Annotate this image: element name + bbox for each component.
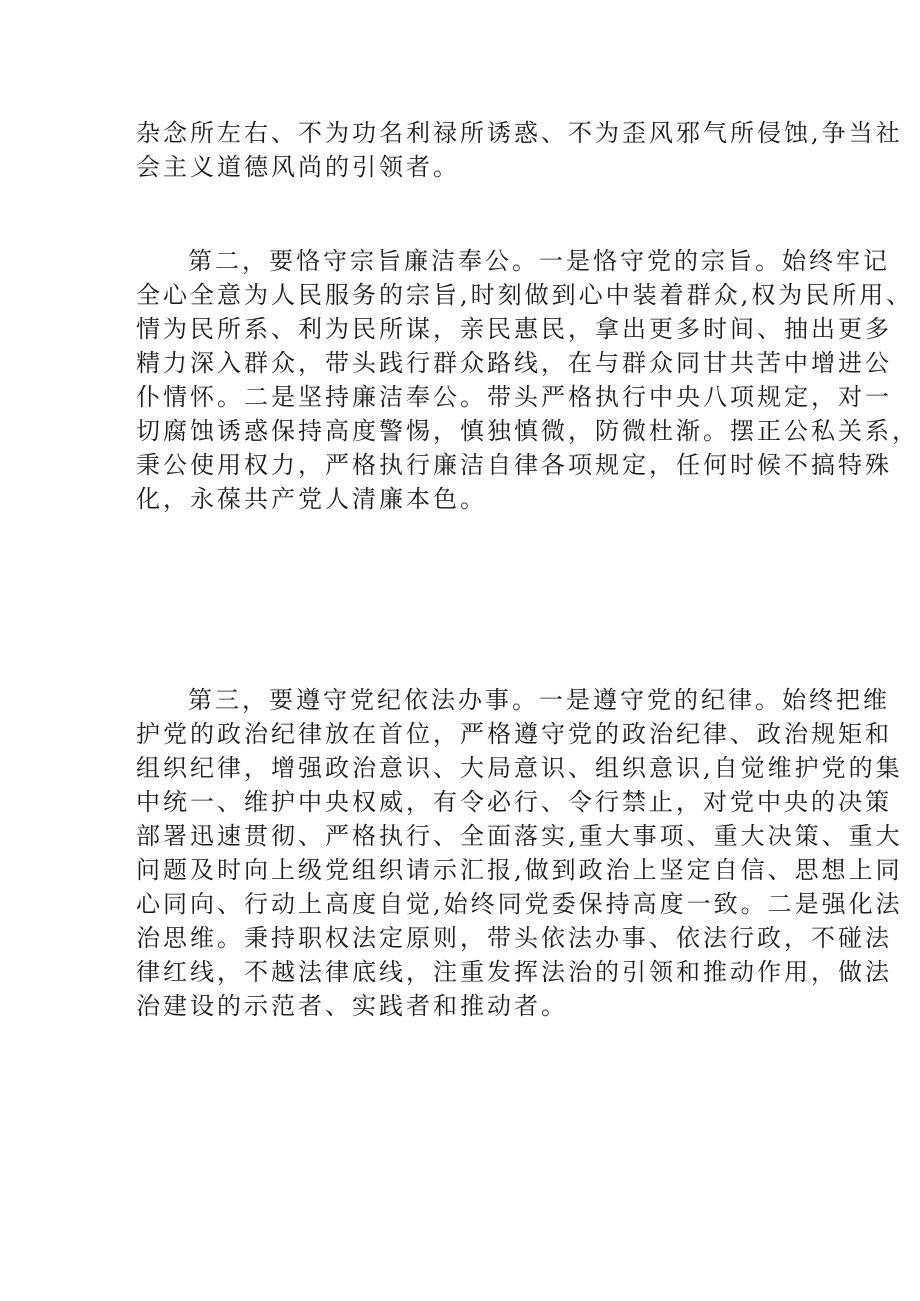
text-line: 组织纪律，增强政治意识、大局意识、组织意识,自觉维护党的集 <box>136 754 903 782</box>
text-line: 杂念所左右、不为功名利禄所诱惑、不为歪风邪气所侵蚀,争当社 <box>136 119 903 147</box>
text-line: 全心全意为人民服务的宗旨,时刻做到心中装着群众,权为民所用、 <box>136 281 914 309</box>
paragraph-third <box>136 683 903 1023</box>
text-line: 护党的政治纪律放在首位，严格遵守党的政治纪律、政治规矩和 <box>136 720 892 748</box>
paragraph-continuation <box>136 116 903 184</box>
text-line: 仆情怀。二是坚持廉洁奉公。带头严格执行中央八项规定，对一 <box>136 383 892 411</box>
text-line: 精力深入群众，带头践行群众路线，在与群众同甘共苦中增进公 <box>136 349 892 377</box>
text-line: 部署迅速贯彻、严格执行、全面落实,重大事项、重大决策、重大 <box>136 822 903 850</box>
text-line: 第二，要恪守宗旨廉洁奉公。一是恪守党的宗旨。始终牢记 <box>188 247 890 275</box>
text-line: 中统一、维护中央权威，有令必行、令行禁止，对党中央的决策 <box>136 788 892 816</box>
text-line: 问题及时向上级党组织请示汇报,做到政治上坚定自信、思想上同 <box>136 856 903 884</box>
text-line: 秉公使用权力，严格执行廉洁自律各项规定，任何时候不搞特殊 <box>136 451 892 479</box>
text-line: 化，永葆共产党人清廉本色。 <box>136 485 487 513</box>
text-line: 律红线，不越法律底线，注重发挥法治的引领和推动作用，做法 <box>136 958 892 986</box>
paragraph-second <box>136 244 919 516</box>
text-line: 治思维。秉持职权法定原则，带头依法办事、依法行政，不碰法 <box>136 924 892 952</box>
text-line: 会主义道德风尚的引领者。 <box>136 153 460 181</box>
text-line: 治建设的示范者、实践者和推动者。 <box>136 992 568 1020</box>
text-line: 情为民所系、利为民所谋，亲民惠民，拿出更多时间、抽出更多 <box>136 315 892 343</box>
text-line: 切腐蚀诱惑保持高度警惕，慎独慎微，防微杜渐。摆正公私关系， <box>136 417 919 445</box>
text-line: 第三，要遵守党纪依法办事。一是遵守党的纪律。始终把维 <box>188 686 890 714</box>
text-line: 心同向、行动上高度自觉,始终同党委保持高度一致。二是强化法 <box>136 890 903 918</box>
